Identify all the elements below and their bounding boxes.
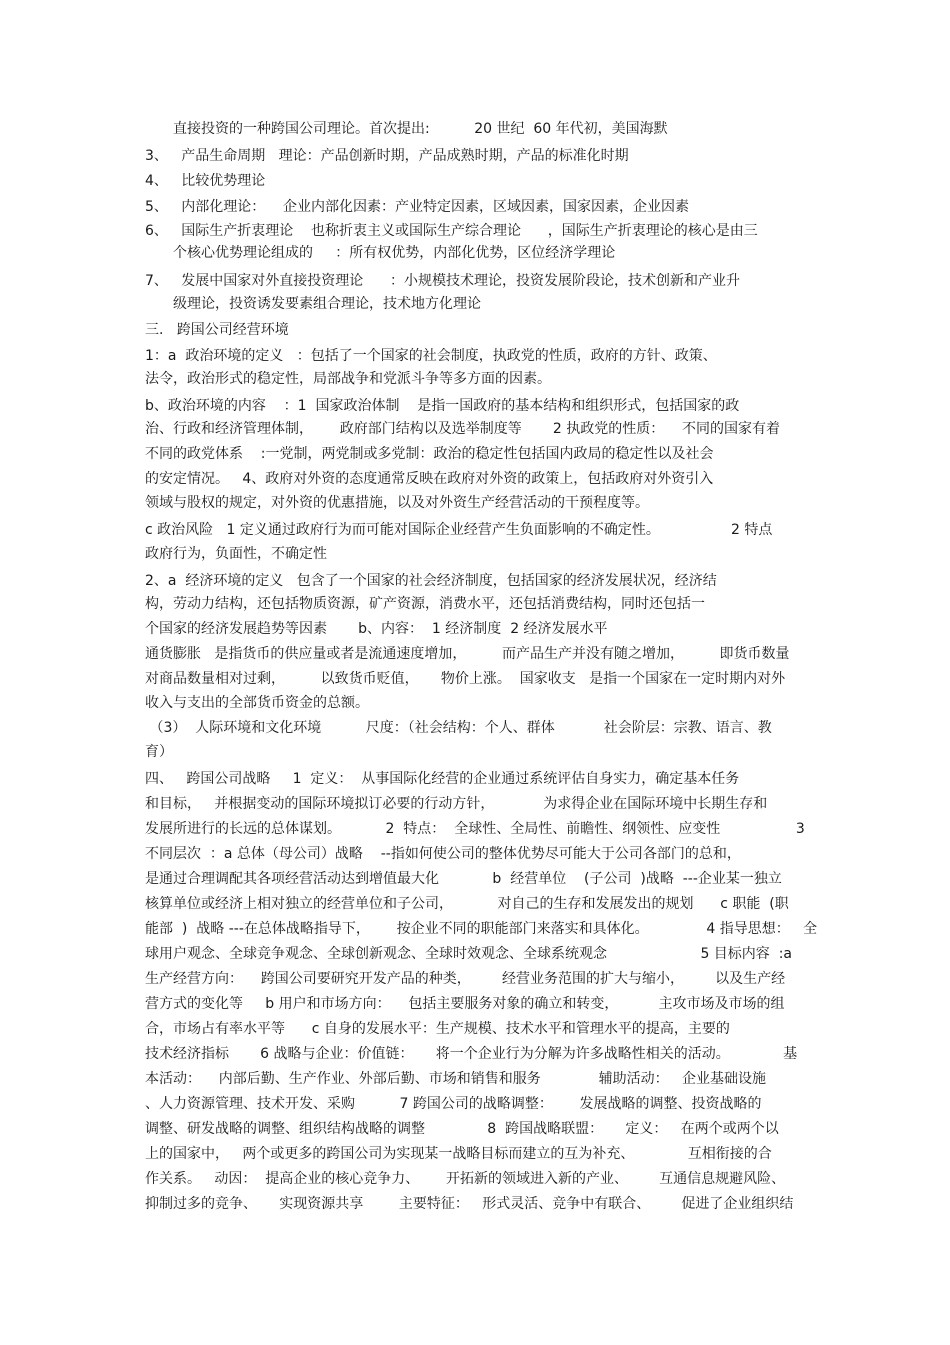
text-line: 通货膨胀 是指货币的供应量或者是流通速度增加， 而产品生产并没有随之增加， 即货币数量 bbox=[145, 646, 790, 662]
text-line: 2、a 经济环境的定义 包含了一个国家的社会经济制度，包括国家的经济发展状况，经济结 bbox=[145, 573, 717, 589]
text-line: c 政治风险 1 定义通过政府行为而可能对国际企业经营产生负面影响的不确定性。 2 特点 bbox=[145, 522, 773, 538]
text-line: 生产经营方向： 跨国公司要研究开发产品的种类， 经营业务范围的扩大与缩小， 以及生产经 bbox=[145, 971, 786, 987]
text-line: 治、行政和经济管理体制， 政府部门结构以及选举制度等 2 执政党的性质： 不同的国家有着 bbox=[145, 421, 781, 437]
text-line: 技术经济指标 6 战略与企业：价值链： 将一个企业行为分解为许多战略性相关的活动。 基 bbox=[145, 1046, 798, 1062]
text-line: 7、 发展中国家对外直接投资理论 ：小规模技术理论，投资发展阶段论，技术创新和产业升 bbox=[145, 273, 740, 289]
text-line: （3） 人际环境和文化环境 尺度：（社会结构：个人、群体 社会阶层：宗教、语言、教 bbox=[145, 720, 772, 736]
text-line: 抑制过多的竞争、 实现资源共享 主要特征： 形式灵活、竞争中有联合、 促进了企业组织结 bbox=[145, 1196, 794, 1212]
text-line: 5、 内部化理论： 企业内部化因素：产业特定因素，区域因素，国家因素，企业因素 bbox=[145, 199, 690, 215]
text-line: 直接投资的一种跨国公司理论。首次提出: 20 世纪 60 年代初，美国海默 bbox=[173, 121, 668, 137]
text-line: 育） bbox=[145, 744, 173, 760]
text-line: 调整、研发战略的调整、组织结构战略的调整 8 跨国战略联盟： 定义： 在两个或两个以 bbox=[145, 1121, 779, 1137]
text-line: 政府行为，负面性，不确定性 bbox=[145, 546, 327, 562]
text-line: 对商品数量相对过剩， 以致货币贬值， 物价上涨。 国家收支 是指一个国家在一定时期内对外 bbox=[145, 671, 786, 687]
text-line: 6、 国际生产折衷理论 也称折衷主义或国际生产综合理论 ，国际生产折衷理论的核心是由三 bbox=[145, 223, 758, 239]
text-line: 能部 ) 战略 ---在总体战略指导下， 按企业不同的职能部门来落实和具体化。 4 指导思想： 全 bbox=[145, 921, 818, 937]
text-line: 收入与支出的全部货币资金的总额。 bbox=[145, 695, 369, 711]
text-line: 3、 产品生命周期 理论：产品创新时期，产品成熟时期，产品的标准化时期 bbox=[145, 148, 629, 164]
text-line: 、人力资源管理、技术开发、采购 7 跨国公司的战略调整： 发展战略的调整、投资战略的 bbox=[145, 1096, 762, 1112]
text-line: 级理论，投资诱发要素组合理论，技术地方化理论 bbox=[173, 296, 481, 312]
text-line: 上的国家中， 两个或更多的跨国公司为实现某一战略目标而建立的互为补充、 互相衔接的合 bbox=[145, 1146, 772, 1162]
text-line: 和目标， 并根据变动的国际环境拟订必要的行动方针， 为求得企业在国际环境中长期生存和 bbox=[145, 796, 768, 812]
text-line: 1：a 政治环境的定义 ：包括了一个国家的社会制度，执政党的性质，政府的方针、政策、 bbox=[145, 348, 717, 364]
text-line: 法令，政治形式的稳定性，局部战争和党派斗争等多方面的因素。 bbox=[145, 371, 551, 387]
text-line: 领域与股权的规定，对外资的优惠措施，以及对外资生产经营活动的干预程度等。 bbox=[145, 495, 649, 511]
text-line: 不同层次 ：a 总体（母公司）战略 --指如何使公司的整体优势尽可能大于公司各部门的总和， bbox=[145, 846, 741, 862]
text-line: 四、 跨国公司战略 1 定义： 从事国际化经营的企业通过系统评估自身实力，确定基本任务 bbox=[145, 771, 740, 787]
text-line: 4、 比较优势理论 bbox=[145, 173, 266, 189]
text-line: 本活动： 内部后勤、生产作业、外部后勤、市场和销售和服务 辅助活动： 企业基础设施 bbox=[145, 1071, 767, 1087]
text-line: 核算单位或经济上相对独立的经营单位和子公司， 对自己的生存和发展发出的规划 c 职能 (职 bbox=[145, 896, 789, 912]
text-line: 的安定情况。 4、政府对外资的态度通常反映在政府对外资的政策上，包括政府对外资引入 bbox=[145, 471, 714, 487]
text-line: 个国家的经济发展趋势等因素 b、内容： 1 经济制度 2 经济发展水平 bbox=[145, 621, 608, 637]
text-line: 合，市场占有率水平等 c 自身的发展水平：生产规模、技术水平和管理水平的提高，主要的 bbox=[145, 1021, 730, 1037]
text-line: 不同的政党体系 :一党制，两党制或多党制：政治的稳定性包括国内政局的稳定性以及社会 bbox=[145, 446, 714, 462]
text-line: 个核心优势理论组成的 ：所有权优势，内部化优势，区位经济学理论 bbox=[173, 245, 616, 261]
text-line: 构，劳动力结构，还包括物质资源，矿产资源，消费水平，还包括消费结构，同时还包括一 bbox=[145, 596, 705, 612]
text-line: 三. 跨国公司经营环境 bbox=[145, 322, 289, 338]
text-line: 发展所进行的长远的总体谋划。 2 特点： 全球性、全局性、前瞻性、纲领性、应变性 3 bbox=[145, 821, 805, 837]
text-line: 营方式的变化等 b 用户和市场方向： 包括主要服务对象的确立和转变， 主攻市场及市场的组 bbox=[145, 996, 785, 1012]
text-line: b、政治环境的内容 ：1 国家政治体制 是指一国政府的基本结构和组织形式，包括国家的政 bbox=[145, 398, 740, 414]
text-line: 是通过合理调配其各项经营活动达到增值最大化 b 经营单位 (子公司 )战略 ---企业某一独立 bbox=[145, 871, 782, 887]
text-line: 球用户观念、全球竞争观念、全球创新观念、全球时效观念、全球系统观念 5 目标内容 :a bbox=[145, 946, 793, 962]
text-line: 作关系。 动因： 提高企业的核心竞争力、 开拓新的领域进入新的产业、 互通信息规避风险、 bbox=[145, 1171, 786, 1187]
